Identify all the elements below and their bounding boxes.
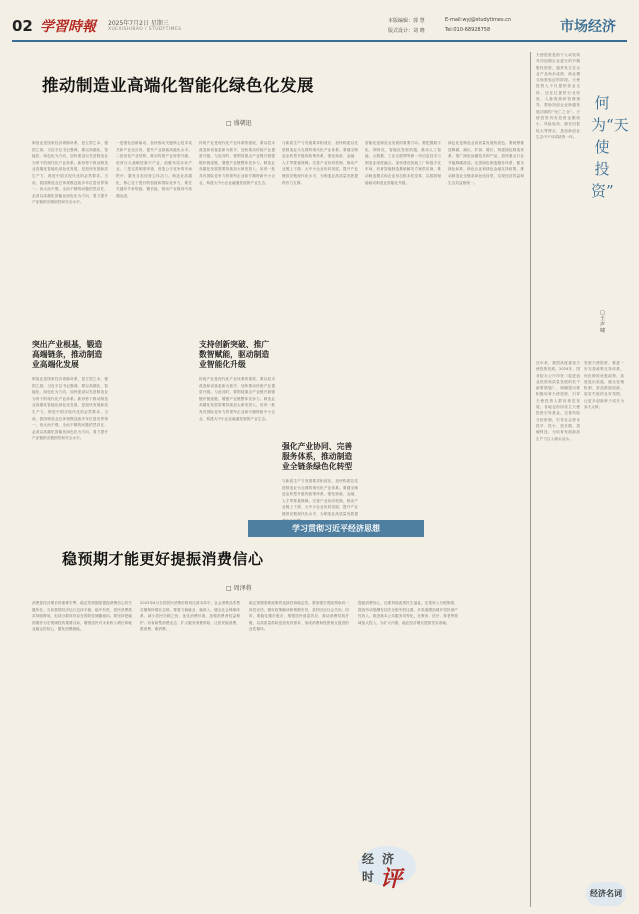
article2-title: 稳预期才能更好提振消费信心 bbox=[62, 550, 264, 568]
article-column-4: 与新质生产力发展要求相适应，加快构建以先进制造业为支撑的现代化产业体系。要健全制造业转型升级的政策体系，强化财政、金融、人才等要素保障。完善产业协同机制，推动产业链上下游、大中小企业协同发展，提升产业链供应链现代化水平，为制造业高质量发展提供有力支撑。 bbox=[282, 141, 358, 185]
article-column-3b: 传统产业是现代化产业体系的基底，要以技术改造和设备更新为抓手，加快推动传统产业提质升级。与此同时，要围绕重点产业链开展强链补链延链，增强产业链整体竞争力。制造业高端化发展需要持续加大研发投入，培育一批具有国际竞争力的领军企业和专精特新中小企业，构建大中小企业融通发展的产业生态。 bbox=[199, 377, 275, 421]
article-subheading-3: 强化产业协同、完善服务体系，推动制造业全链条绿色化转型 bbox=[282, 442, 353, 471]
article-column-3: 传统产业是现代化产业体系的基底，要以技术改造和设备更新为抓手，加快推动传统产业提质升级。与此同时，要围绕重点产业链开展强链补链延链，增强产业链整体竞争力。制造业高端化发展需要持续加大研发投入，培育一批具有国际竞争力的领军企业和专精特新中小企业，构建大中小企业融通发展的产业生态。 bbox=[199, 141, 275, 185]
tel-line: Tel:010-68928758 bbox=[445, 27, 491, 33]
newspaper-pinyin: XUEXISHIBAO / STUDYTIMES bbox=[108, 27, 182, 32]
article-author: □ 盛朝迅 bbox=[226, 120, 252, 127]
article-column-4b: 与新质生产力发展要求相适应，加快构建以先进制造业为支撑的现代化产业体系。要健全制造业转型升级的政策体系，强化财政、金融、人才等要素保障。完善产业协同机制，推动产业链上下游、大中小企业协同发展，提升产业链供应链现代化水平，为制造业高质量发展提 bbox=[282, 479, 358, 516]
column-title: 何为“天使投资” bbox=[591, 94, 629, 200]
email-line: E-mail:wyj@studytimes.cn bbox=[445, 17, 512, 23]
page-number: 02 bbox=[12, 17, 33, 35]
article-column-2: 一是强化创新驱动，加快推动关键核心技术攻关和产业化应用，提升产业基础高级化水平。二是优化产业结构，推动传统产业转型升级，培育壮大战略性新兴产业，前瞻布局未来产业。三是完善制度环境，营造公平竞争的市场秩序，激发各类经营主体活力。制造业高端化，核心在于提升附加值和国际竞争力，要在关键环节补短板、锻长板，推动产业链向中高端迈进。 bbox=[116, 141, 192, 198]
article2-column-2: 2025年6月全国居民消费价格同比基本持平，社会消费品零售总额保持增长态势。要着力稳就业、稳收入，健全社会保障体系，减少居民后顾之忧；优化消费环境，加强消费者权益保护；培育新型消费业态，扩大服务消费供给，让居民能消费、愿消费、敢消费。 bbox=[140, 601, 241, 632]
issue-date: 2025年7月2日 星期三 bbox=[108, 20, 169, 27]
article-subheading-1: 突出产业根基，锻造高端链条，推动制造业高端化发展 bbox=[32, 340, 103, 369]
econ-term-badge bbox=[586, 882, 626, 906]
column-author: □ 王声啸 bbox=[600, 310, 606, 334]
article2-author: □ 周泽将 bbox=[226, 585, 252, 592]
article-subheading-2: 支持创新突破、推广数智赋能，驱动制造业智能化升级 bbox=[199, 340, 270, 369]
designer-line: 版式设计：刘 晓 bbox=[388, 28, 425, 34]
article-column-1b: 制造业是国家经济命脉所系，是立国之本、强国之基。习近平总书记强调，要以高端化、智能化、绿色化为方向，加快建设以先进制造业为骨干的现代化产业体系。新形势下推动制造业高端化智能化绿色化发展，是加快发展新质生产力、推进中国式现代化的必然要求。当前，我国制造业总体规模连续多年位居世界第一，但大而不强、全而不精的问题依然存在，必须以高端化智能化绿色化为方向，着力提升产业链供应链韧性和安全水平。 bbox=[32, 377, 108, 441]
column-text-1: 近年来，我国高度重视天使投资发展。2024年，国务院办公厅印发《促进创业投资高质量发展的若干政策措施》，明确提出要积极培育天使投资，引导天使投资人群体规范发展。各地也纷纷设立天使投资引导基金，完善风险分担机制，引导社会资本投早、投小、投长期、投硬科技，为培育发展新质生产力注入源头活水。 bbox=[536, 361, 580, 441]
econ-commentary-badge bbox=[350, 838, 446, 892]
term-badge-text: 经济名词 bbox=[590, 888, 622, 898]
article-column-5: 智能化是制造业发展的重要方向。要把握数字化、网络化、智能化发展机遇，推动人工智能、大数据、工业互联网等新一代信息技术与制造业深度融合。加快建设智能工厂和数字化车间，培育智能制造系统解决方案供应商，推动制造模式和企业形态根本性变革，以数智赋能驱动制造业智能化升级。 bbox=[365, 141, 441, 185]
article-column-6: 绿色化是制造业高质量发展的底色。要统筹推进降碳、减污、扩绿、增长，构建绿色制造体系，推广绿色低碳技术和产品，加快重点行业节能降碳改造。完善绿色制造服务体系，健全绿色标准、绿色认证和绿色金融支持政策，推动制造业全链条绿色化转型，实现经济效益和生态效益相统一。 bbox=[448, 141, 524, 185]
badge-char-ji: 济 bbox=[382, 852, 395, 866]
badge-char-shi: 时 bbox=[362, 870, 375, 884]
page-header bbox=[12, 12, 627, 42]
section-title: 市场经济 bbox=[560, 19, 616, 35]
article-column-1: 制造业是国家经济命脉所系，是立国之本、强国之基。习近平总书记强调，要以高端化、智能化、绿色化为方向，加快建设以先进制造业为骨干的现代化产业体系。新形势下推动制造业高端化智能化绿色化发展，是加快发展新质生产力、推进中国式现代化的必然要求。当前，我国制造业总体规模连续多年位居世界第一，但大而不强、全而不精的问题依然存在，必须以高端化智能化绿色化为方向，着力提升产业链供应链韧性和安全水平。 bbox=[32, 141, 108, 205]
newspaper-logo: 学習時報 bbox=[40, 19, 96, 35]
study-banner: 学习贯彻习近平经济思想 bbox=[248, 520, 424, 537]
article2-column-1: 消费是经济增长的重要引擎，稳定的预期是提振消费信心的关键所在。当前我国经济运行总体平稳、稳中有进，居民消费需求持续释放，但部分群体仍存在预防性储蓄倾向。要坚持把稳预期作为宏观调控的重要目标，增强居民对未来收入增长和就业稳定的信心，激发消费潜能。 bbox=[32, 601, 132, 632]
column-divider bbox=[530, 52, 531, 907]
article2-column-4: 提振消费信心，还要持续改善民生福祉。完善收入分配制度，提高劳动报酬在初次分配中的比重，多渠道增加城乡居民财产性收入。推进基本公共服务均等化，在教育、医疗、养老等领域加大投入，为扩大内需、稳定经济增长提供坚实基础。 bbox=[358, 601, 458, 625]
badge-char-ping: 评 bbox=[380, 866, 403, 892]
header-rule bbox=[12, 40, 627, 42]
article-title: 推动制造业高端化智能化绿色化发展 bbox=[42, 76, 314, 95]
column-text-2: 发展天使投资，要进一步完善政策支持体系，优化税收优惠政策，拓宽退出渠道，健全容错机制，营造鼓励创新、宽容失败的良好氛围，让更多创新种子成长为参天大树。 bbox=[584, 361, 624, 410]
badge-char-jing: 经 bbox=[362, 852, 375, 866]
column-intro-text: 天使投资是指个人或机构对初创期企业进行的早期股权投资，通常发生在企业产品尚未成熟、商业模式尚需验证的阶段。天使投资人不仅提供资金支持，还往往提供行业经验、人脉资源和管理指导，帮助初创企业跨越发展初期的“死亡之谷”。天使投资具有投资金额较小、风险较高、潜在回报较大等特点，是创新创业生态中不可或缺的一环。 bbox=[536, 53, 580, 139]
editor-line: 本版编辑：郭 慧 bbox=[388, 18, 425, 24]
article2-column-3: 稳定预期需要政策的连续性和稳定性。要加强宏观政策取向一致性评估，做好政策解读和预期引导，及时回应社会关切。同时，要稳住楼市股市，增强居民财富效应，推动消费结构升级，以高质量供给创造有效需求，形成消费和投资相互促进的良性循环。 bbox=[249, 601, 349, 632]
